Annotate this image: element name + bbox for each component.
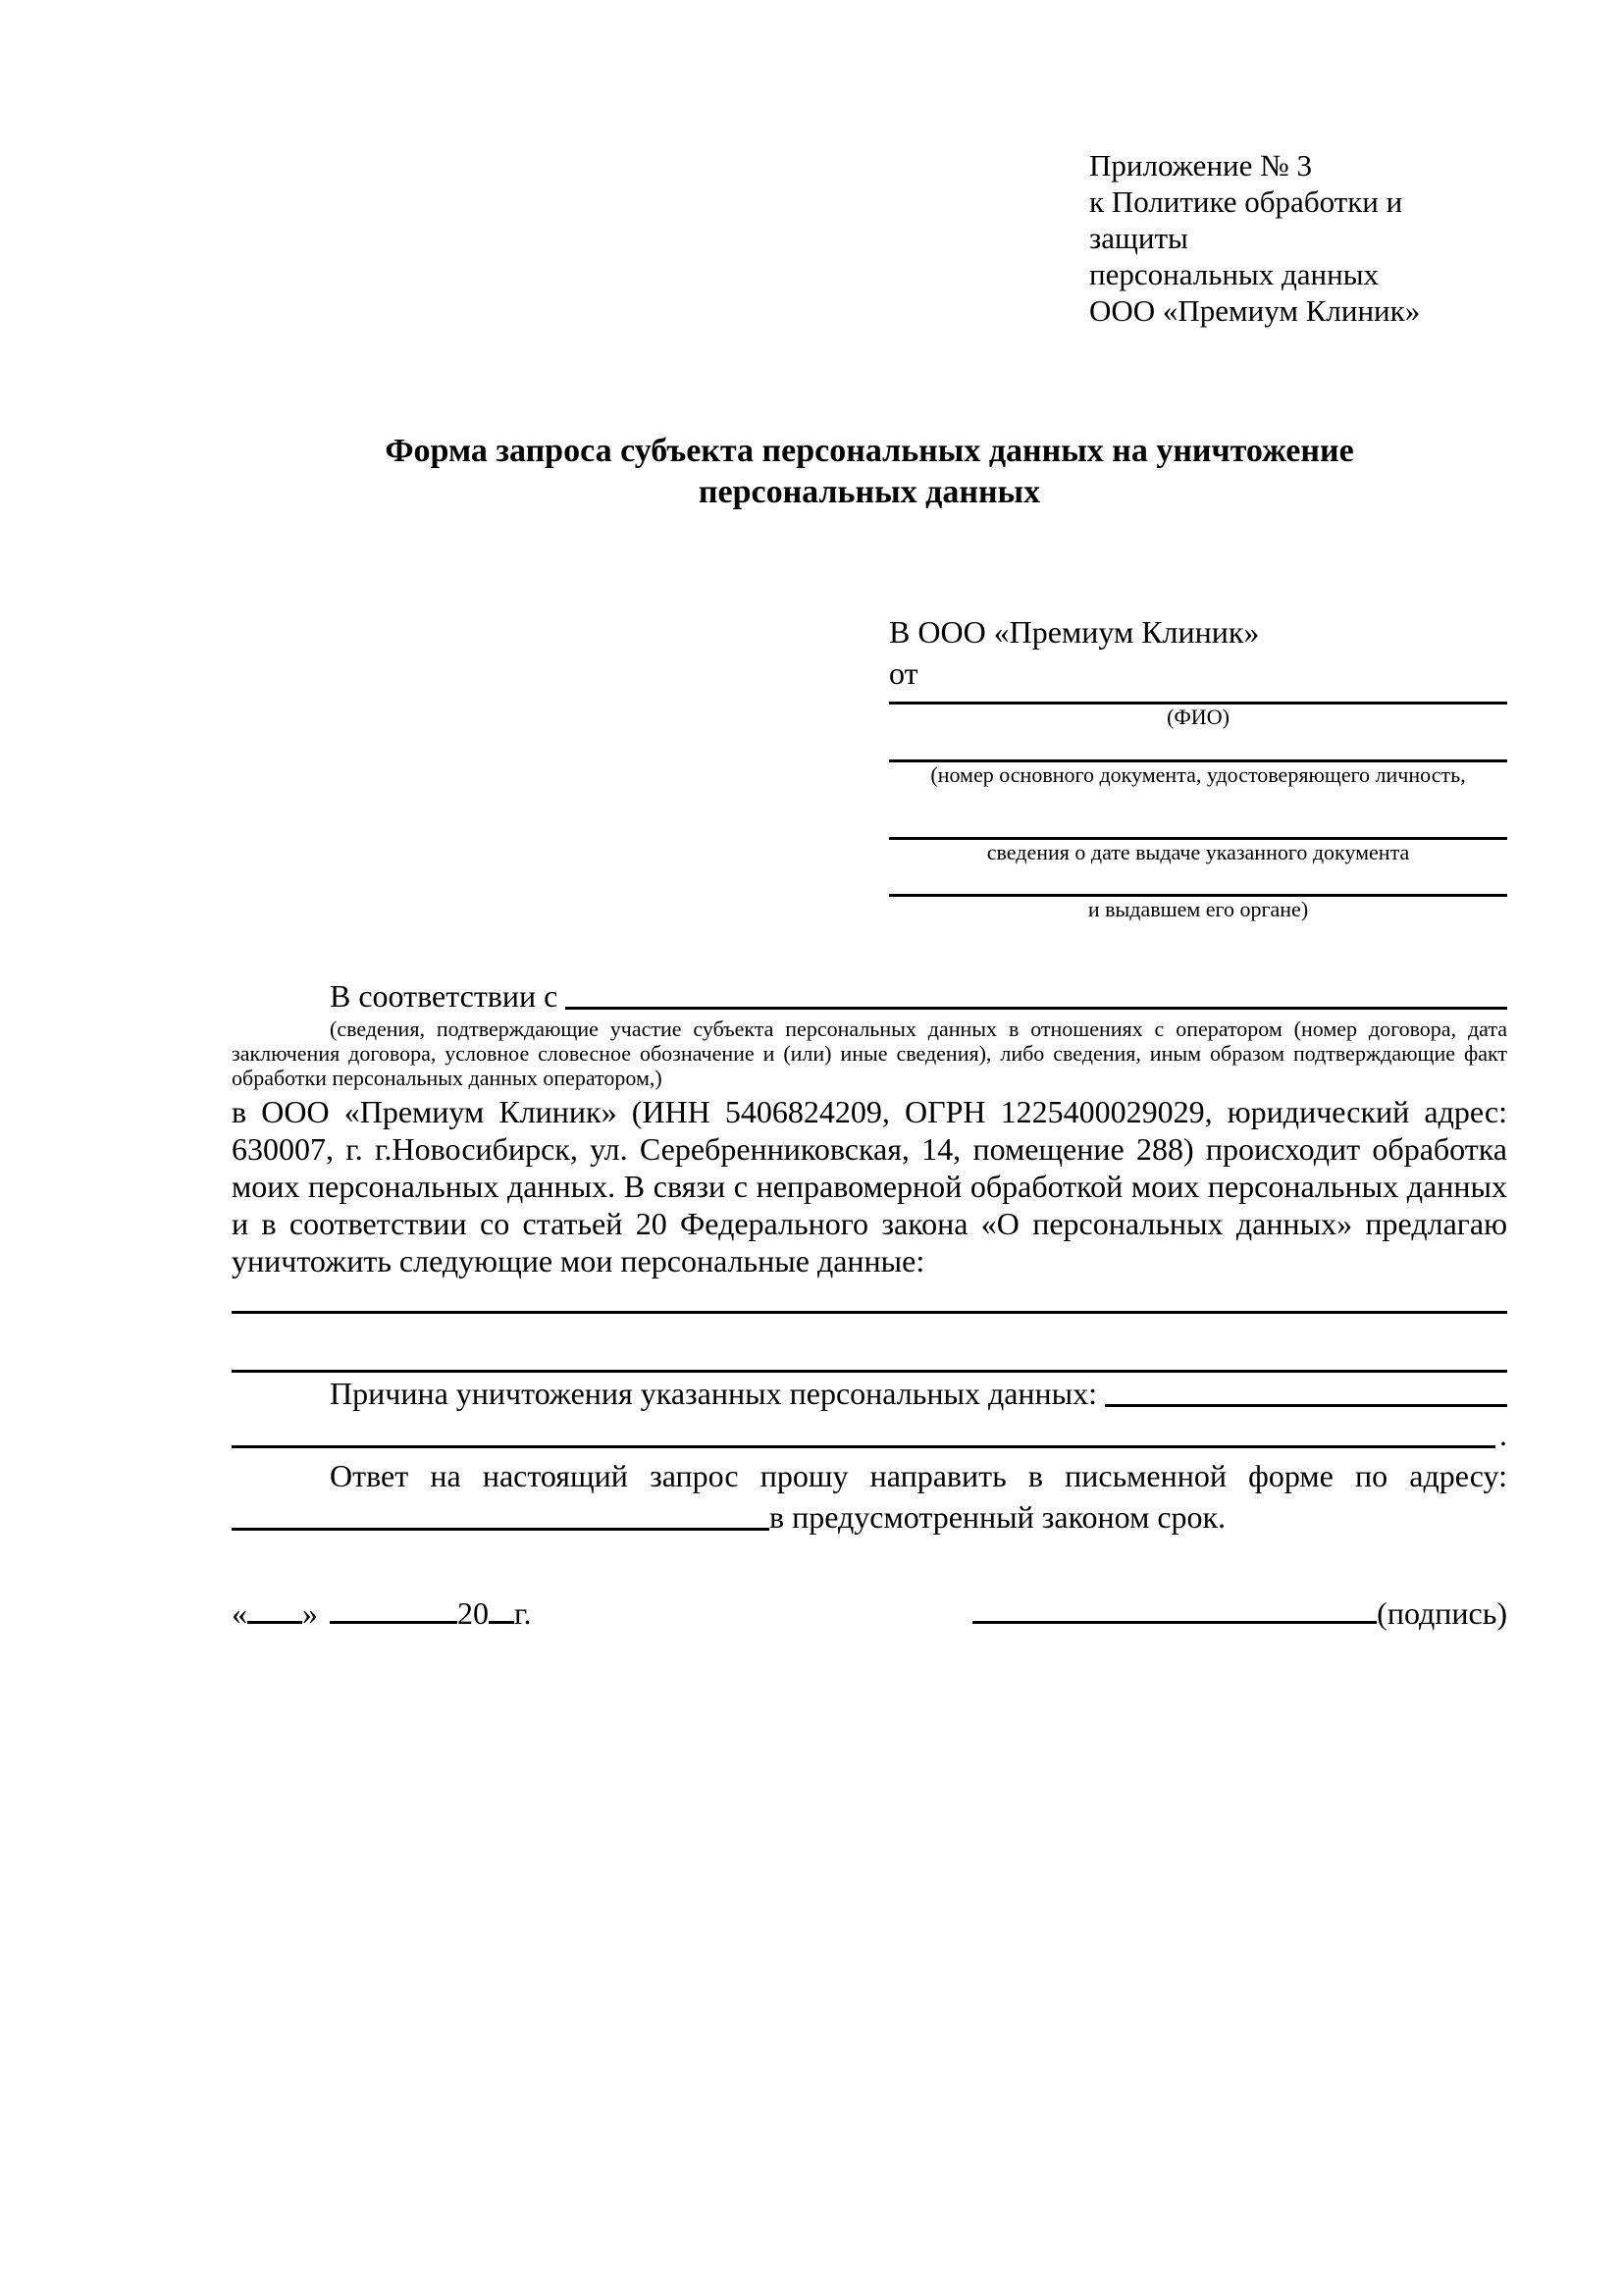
appendix-header <box>1089 147 1507 329</box>
doc-issue-date-caption: сведения о дате выдаче указанного документа <box>986 840 1410 864</box>
signature-field <box>972 1592 1507 1634</box>
doc-issuer-caption: и выдавшем его органе) <box>1087 897 1309 921</box>
main-paragraph: в ООО «Премиум Клиник» (ИНН 5406824209, ОГРН 1225400029029, юридический адрес: 630007, г. г.Новосибирск, ул. Серебренниковская, 14, помещение 288) происходит обработка моих персональных данных. В связи с неправомерной обработкой моих персональных данных и в соответствии со статьей 20 Федерального закона «О персональных данных» предлагаю уничтожить следующие мои персональные данные: <box>232 1094 1507 1278</box>
date-close-quote: » <box>302 1595 318 1631</box>
addressee-from-label: от <box>889 655 918 691</box>
response-address-input-line[interactable] <box>232 1496 769 1531</box>
fio-caption: (ФИО) <box>1167 704 1230 729</box>
document-title <box>232 431 1507 513</box>
reason-label: Причина уничтожения указанных персональных данных: <box>330 1376 1106 1411</box>
reason-input-line[interactable] <box>1105 1373 1507 1407</box>
reason-continuation-row <box>232 1414 1507 1455</box>
document-title-line2: персональных данных <box>698 474 1041 510</box>
accordance-row <box>232 975 1507 1017</box>
appendix-header-line: Приложение № 3 <box>1089 148 1312 183</box>
footer-row <box>232 1592 1507 1634</box>
response-tail-text: в предусмотренный законом срок. <box>769 1499 1227 1535</box>
date-year-input-line[interactable] <box>489 1621 514 1624</box>
accordance-note: (сведения, подтверждающие участие субъекта персональных данных в отношениях с оператором (номер договора, дата заключения договора, условное словесное обозначение и (или) иные сведения), либо сведения, иным образом подтверждающие факт обработки персональных данных оператором,) <box>232 1017 1507 1090</box>
date-field <box>232 1592 532 1634</box>
reason-input-line-2[interactable] <box>232 1414 1495 1448</box>
signature-caption: (подпись) <box>1377 1595 1507 1631</box>
appendix-header-line: персональных данных <box>1089 257 1380 291</box>
addressee-block <box>889 611 1507 922</box>
addressee-to: В ООО «Премиум Клиник» <box>889 614 1260 650</box>
doc-number-caption: (номер основного документа, удостоверяющего личность, <box>930 762 1466 787</box>
signature-input-line[interactable] <box>972 1621 1377 1624</box>
date-year-prefix: 20 <box>457 1595 489 1631</box>
accordance-label: В соответствии с <box>330 978 566 1014</box>
date-day-input-line[interactable] <box>247 1621 302 1624</box>
date-month-input-line[interactable] <box>330 1621 457 1624</box>
date-open-quote: « <box>232 1595 247 1631</box>
appendix-header-line: ООО «Премиум Клиник» <box>1089 293 1421 328</box>
accordance-input-line[interactable] <box>565 975 1507 1010</box>
appendix-header-line: к Политике обработки и защиты <box>1089 184 1403 255</box>
response-address-row <box>232 1496 1507 1538</box>
sentence-period: . <box>1499 1417 1507 1452</box>
date-year-suffix: г. <box>514 1595 532 1631</box>
response-request-line: Ответ на настоящий запрос прошу направить в письменной форме по адресу: <box>330 1458 1507 1493</box>
document-title-line1: Форма запроса субъекта персональных данных на уничтожение <box>385 433 1354 469</box>
reason-row <box>232 1373 1507 1414</box>
personal-data-input-line-1[interactable] <box>232 1311 1507 1314</box>
